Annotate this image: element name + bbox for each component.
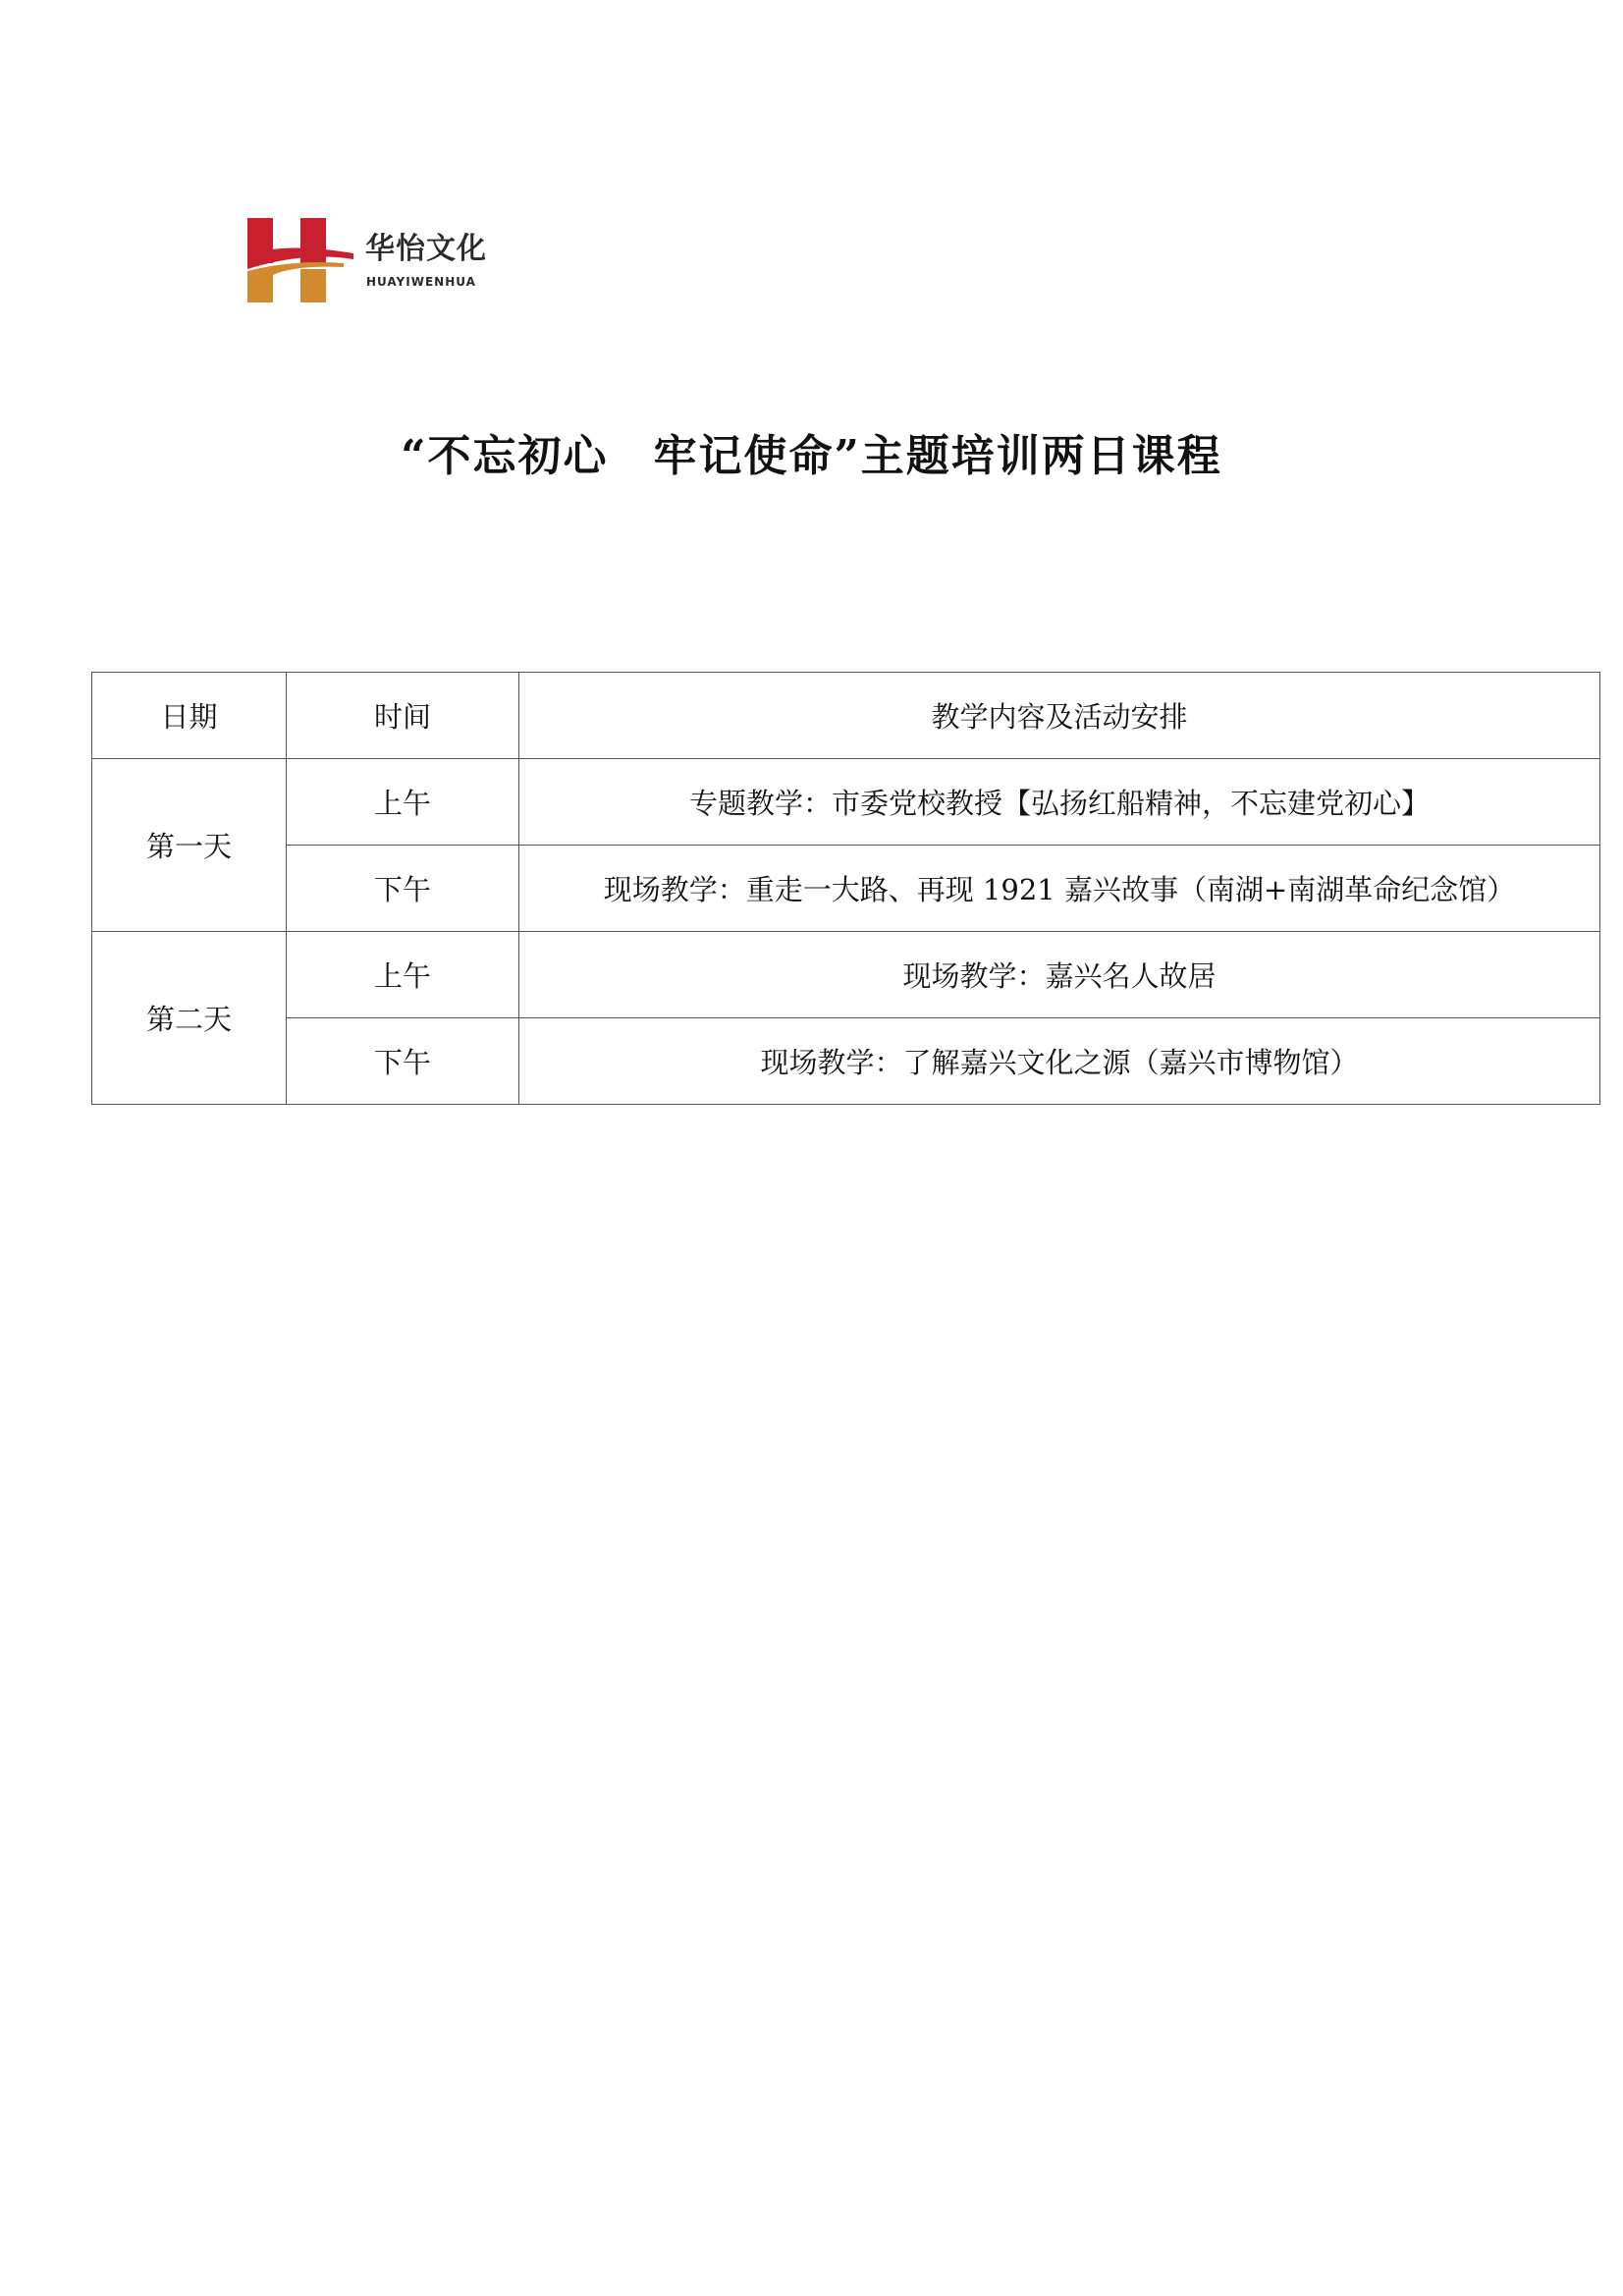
logo-h-mark-icon (245, 216, 353, 304)
header-date: 日期 (92, 673, 287, 759)
document-title: “不忘初心 牢记使命”主题培训两日课程 (401, 431, 1222, 481)
table-row (92, 846, 1600, 932)
session-time: 上午 (287, 759, 519, 846)
session-time: 下午 (287, 1018, 519, 1105)
table-header-row (92, 673, 1600, 759)
header-time: 时间 (287, 673, 519, 759)
logo-name-cn: 华怡文化 (365, 232, 487, 266)
session-content: 专题教学：市委党校教授【弘扬红船精神，不忘建党初心】 (519, 759, 1600, 846)
day-label: 第二天 (92, 932, 287, 1105)
schedule-table (91, 672, 1600, 1105)
day-label: 第一天 (92, 759, 287, 932)
session-content: 现场教学：重走一大路、再现 1921 嘉兴故事（南湖+南湖革命纪念馆） (519, 846, 1600, 932)
company-logo (245, 216, 511, 304)
table-row (92, 932, 1600, 1018)
table-row (92, 759, 1600, 846)
session-content: 现场教学：嘉兴名人故居 (519, 932, 1600, 1018)
table-row (92, 1018, 1600, 1105)
logo-name-en: HUAYIWENHUA (366, 275, 476, 289)
session-time: 下午 (287, 846, 519, 932)
header-content: 教学内容及活动安排 (519, 673, 1600, 759)
session-content: 现场教学：了解嘉兴文化之源（嘉兴市博物馆） (519, 1018, 1600, 1105)
session-time: 上午 (287, 932, 519, 1018)
